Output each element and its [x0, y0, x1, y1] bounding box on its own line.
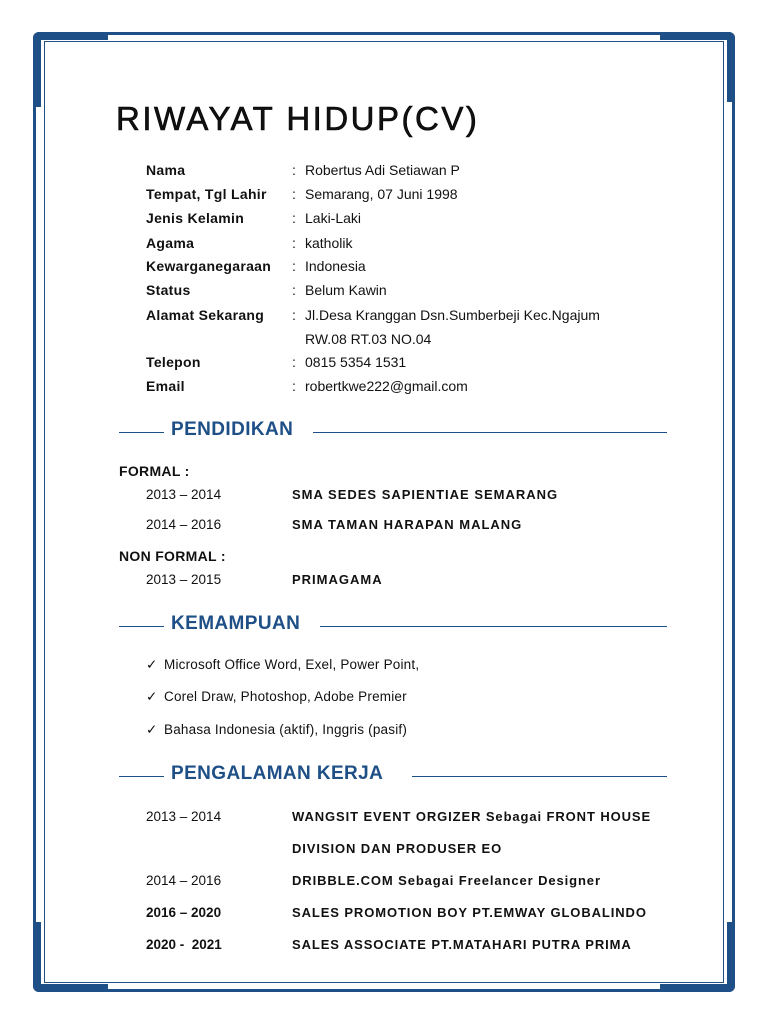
checkmark-icon: ✓: [146, 722, 158, 737]
info-label: Kewarganegaraan: [146, 258, 272, 274]
section-divider-right: [313, 432, 667, 433]
info-label: Agama: [146, 235, 195, 251]
info-colon: :: [292, 258, 296, 274]
section-divider-left: [119, 432, 164, 433]
experience-years: 2016 – 2020: [146, 905, 222, 920]
section-divider-left: [119, 776, 164, 777]
info-colon: :: [292, 235, 296, 251]
skill-text: Bahasa Indonesia (aktif), Inggris (pasif): [164, 722, 408, 737]
info-value: Semarang, 07 Juni 1998: [305, 186, 458, 202]
checkmark-icon: ✓: [146, 689, 158, 704]
section-heading-experience: [119, 763, 667, 789]
skill-text: Corel Draw, Photoshop, Adobe Premier: [164, 689, 407, 704]
education-years: 2013 – 2014: [146, 487, 222, 502]
experience-desc: SALES ASSOCIATE PT.MATAHARI PUTRA PRIMA: [292, 937, 632, 952]
info-value: Indonesia: [305, 258, 366, 274]
info-label: Tempat, Tgl Lahir: [146, 186, 267, 202]
corner-accent-bottom-right-h: [660, 984, 735, 992]
info-value: Laki-Laki: [305, 210, 362, 226]
info-label: Nama: [146, 162, 186, 178]
education-years: 2014 – 2016: [146, 517, 222, 532]
corner-accent-top-left-h: [33, 32, 108, 40]
skill-text: Microsoft Office Word, Exel, Power Point,: [164, 657, 420, 672]
corner-accent-top-right-h: [660, 32, 735, 40]
experience-desc: WANGSIT EVENT ORGIZER Sebagai FRONT HOUSE: [292, 809, 652, 824]
info-colon: :: [292, 282, 296, 298]
corner-accent-bottom-left-v: [33, 922, 41, 992]
experience-years: 2014 – 2016: [146, 873, 222, 888]
experience-desc-line2: DIVISION DAN PRODUSER EO: [292, 841, 503, 856]
skill-item: [146, 689, 407, 705]
education-school: SMA TAMAN HARAPAN MALANG: [292, 517, 523, 532]
skill-item: [146, 657, 419, 673]
info-value: Robertus Adi Setiawan P: [305, 162, 460, 178]
corner-accent-bottom-right-v: [727, 922, 735, 992]
education-years: 2013 – 2015: [146, 572, 222, 587]
section-title: PENDIDIKAN: [171, 419, 294, 440]
page-title: RIWAYAT HIDUP(CV): [116, 100, 480, 137]
info-value: Belum Kawin: [305, 282, 387, 298]
education-school: SMA SEDES SAPIENTIAE SEMARANG: [292, 487, 559, 502]
section-heading-skills: [119, 613, 667, 639]
section-divider-right: [412, 776, 667, 777]
section-divider-right: [320, 626, 667, 627]
experience-years: 2013 – 2014: [146, 809, 222, 824]
experience-years: 2020 - 2021: [146, 937, 222, 952]
info-value: katholik: [305, 235, 353, 251]
info-label: Email: [146, 378, 185, 394]
info-label: Jenis Kelamin: [146, 210, 245, 226]
section-divider-left: [119, 626, 164, 627]
experience-desc: DRIBBLE.COM Sebagai Freelancer Designer: [292, 873, 601, 888]
corner-accent-top-left-v: [33, 32, 41, 107]
info-label: Alamat Sekarang: [146, 307, 265, 323]
info-colon: :: [292, 162, 296, 178]
formal-label: FORMAL :: [119, 463, 190, 479]
nonformal-label: NON FORMAL :: [119, 548, 226, 564]
info-colon: :: [292, 354, 296, 370]
info-value-line2: RW.08 RT.03 NO.04: [305, 331, 432, 347]
corner-accent-bottom-left-h: [33, 984, 108, 992]
checkmark-icon: ✓: [146, 657, 158, 672]
section-title: KEMAMPUAN: [171, 613, 301, 634]
experience-desc: SALES PROMOTION BOY PT.EMWAY GLOBALINDO: [292, 905, 647, 920]
section-title: PENGALAMAN KERJA: [171, 763, 384, 784]
info-label: Telepon: [146, 354, 201, 370]
info-colon: :: [292, 210, 296, 226]
info-colon: :: [292, 186, 296, 202]
info-value: 0815 5354 1531: [305, 354, 407, 370]
info-label: Status: [146, 282, 191, 298]
info-colon: :: [292, 378, 296, 394]
education-school: PRIMAGAMA: [292, 572, 383, 587]
skill-item: [146, 722, 407, 738]
info-colon: :: [292, 307, 296, 323]
section-heading-education: [119, 419, 667, 445]
info-value: robertkwe222@gmail.com: [305, 378, 468, 394]
info-value: Jl.Desa Kranggan Dsn.Sumberbeji Kec.Ngajum: [305, 307, 600, 323]
corner-accent-top-right-v: [727, 32, 735, 102]
